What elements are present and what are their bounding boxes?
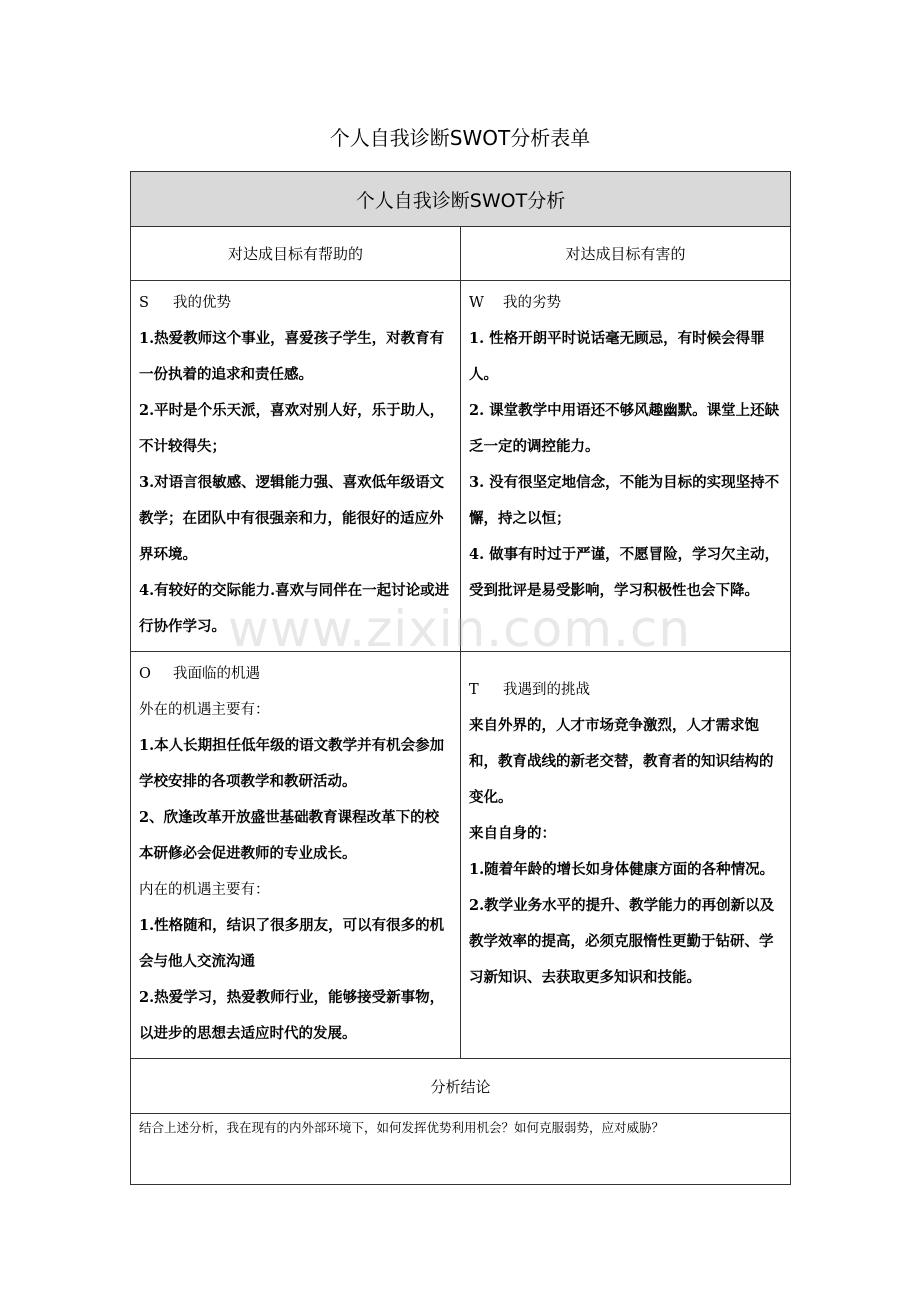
weakness-item: 4. 做事有时过于严谨，不愿冒险，学习欠主动，受到批评是易受影响，学习积极性也会下降。 [469,546,780,599]
opportunity-item: 1.本人长期担任低年级的语文教学并有机会参加学校安排的各项教学和教研活动。 [139,737,445,790]
strength-item: 3.对语言很敏感、逻辑能力强、喜欢低年级语文教学；在团队中有很强亲和力，能很好的适应外界环境。 [139,474,445,563]
conclusion-text: 结合上述分析，我在现有的内外部环境下，如何发挥优势利用机会？如何克服弱势，应对威胁？ [131,1114,791,1185]
weakness-item: 2. 课堂教学中用语还不够风趣幽默。课堂上还缺乏一定的调控能力。 [469,402,780,455]
opportunities-external-label: 外在的机遇主要有： [139,702,270,718]
weaknesses-heading [469,285,782,321]
opportunities-heading [139,656,452,692]
page-title: 个人自我诊断SWOT分析表单 [329,126,591,150]
strength-item: 2.平时是个乐天派，喜欢对别人好，乐于助人，不计较得失； [139,402,445,455]
weaknesses-title: 我的劣势 [503,295,561,311]
column-header-helpful: 对达成目标有帮助的 [131,227,461,281]
conclusion-heading: 分析结论 [131,1059,791,1114]
threats-title: 我遇到的挑战 [503,682,590,698]
threat-item: 2.教学业务水平的提升、教学能力的再创新以及教学效率的提高，必须克服惰性更勤于钻研、学习新知识、去获取更多知识和技能。 [469,897,775,986]
strength-item: 1.热爱教师这个事业，喜爱孩子学生，对教育有一份执着的追求和责任感。 [139,330,445,383]
threats-letter: T [469,682,479,698]
table-banner: 个人自我诊断SWOT分析 [131,172,791,227]
opportunities-cell [131,652,461,1059]
threats-external-text: 来自外界的，人才市场竞争激烈，人才需求饱和，教育战线的新老交替，教育者的知识结构的变化。 [469,717,774,806]
opportunity-item: 2.热爱学习，热爱教师行业，能够接受新事物，以进步的思想去适应时代的发展。 [139,989,445,1042]
watermark: www.zixin.com.cn [228,600,692,658]
threats-heading [469,672,782,708]
opportunity-item: 2、欣逢改革开放盛世基础教育课程改革下的校本研修必会促进教师的专业成长。 [139,809,440,862]
weakness-item: 3. 没有很坚定地信念，不能为目标的实现坚持不懈，持之以恒； [469,474,780,527]
threats-cell [461,652,791,1059]
threats-self-label: 来自自身的： [469,825,556,842]
column-header-harmful: 对达成目标有害的 [461,227,791,281]
weaknesses-letter: W [469,295,484,311]
weaknesses-cell [461,281,791,652]
strengths-title: 我的优势 [173,295,231,311]
strengths-letter: S [139,295,149,311]
strengths-heading [139,285,452,321]
strengths-cell [131,281,461,652]
opportunity-item: 1.性格随和，结识了很多朋友，可以有很多的机会与他人交流沟通 [139,917,445,970]
threat-item: 1.随着年龄的增长如身体健康方面的各种情况。 [469,861,775,878]
weakness-item: 1. 性格开朗平时说话毫无顾忌，有时候会得罪人。 [469,330,765,383]
opportunities-title: 我面临的机遇 [173,666,260,682]
opportunities-internal-label: 内在的机遇主要有： [139,882,270,898]
opportunities-letter: O [139,666,151,682]
swot-table [130,171,791,1185]
strength-item: 4.有较好的交际能力.喜欢与同伴在一起讨论或进行协作学习。 [139,582,450,635]
